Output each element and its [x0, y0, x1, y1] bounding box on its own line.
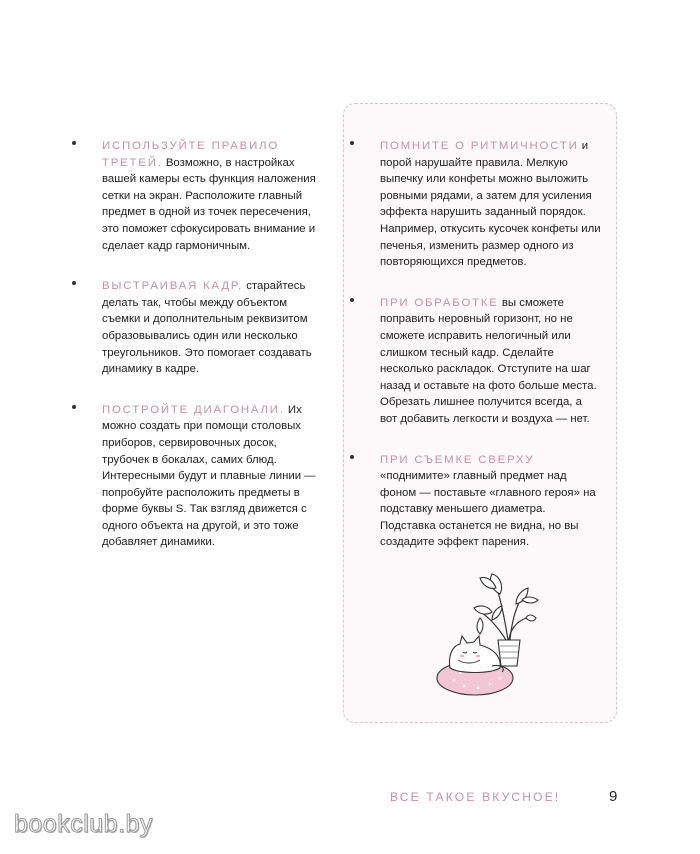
tip-heading: ПОСТРОЙТЕ ДИАГОНАЛИ.: [102, 403, 285, 416]
bullet-icon: [72, 405, 76, 409]
tip-text: и порой нарушайте правила. Мелкую выпечку или конфеты можно выложить ровными рядами, а затем для усиления эффекта нарушить заданный порядок. Например, откусить кусочек конфеты или печенья, изменить размер одного из повторяющихся предметов.: [380, 140, 601, 269]
tip-item: [72, 402, 324, 551]
bullet-icon: [72, 141, 76, 145]
bullet-icon: [350, 141, 354, 145]
tip-item: [350, 138, 602, 271]
tip-text: Их можно создать при помощи столовых приборов, сервировочных досок, трубочек в бокалах, самих блюд. Интересными будут и плавные линии — попробуйте расположить предметы в форме буквы S. Так взгляд движется с одного объекта на другой, и это тоже добавляет динамики.: [102, 403, 316, 549]
tip-text: старайтесь делать так, чтобы между объектом съемки и дополнительным реквизитом образовывались один или несколько треугольников. Это помогает создавать динамику в кадре.: [102, 280, 312, 376]
running-footer: ВСЕ ТАКОЕ ВКУСНОЕ!: [390, 790, 561, 804]
cat-plant-illustration: [430, 560, 540, 700]
left-column: [72, 138, 324, 575]
tip-item: [72, 278, 324, 378]
tip-item: [72, 138, 324, 254]
tip-text: Возможно, в настройках вашей камеры есть функция наложения сетки на экран. Расположите главный предмет в одной из точек пересечения, это поможет сфокусировать внимание и сделает кадр гармоничным.: [102, 156, 316, 252]
tip-item: [350, 452, 602, 552]
bullet-icon: [350, 455, 354, 459]
tip-heading: ПРИ СЪЕМКЕ СВЕРХУ: [380, 453, 535, 466]
tip-text: «поднимите» главный предмет над фоном — поставьте «главного героя» на подставку меньшего диаметра. Подставка останется не видна, но вы создадите эффект парения.: [380, 470, 596, 549]
page-number: 9: [609, 788, 618, 805]
bullet-icon: [72, 281, 76, 285]
right-column: [350, 138, 602, 575]
tip-item: [350, 295, 602, 428]
tip-heading: ПОМНИТЕ О РИТМИЧНОСТИ: [380, 140, 579, 152]
watermark: bookclub.by: [14, 810, 153, 838]
tip-heading: ИСПОЛЬЗУЙТЕ ПРАВИЛО ТРЕТЕЙ.: [102, 140, 279, 169]
tip-text: вы сможете поправить неровный горизонт, но не сможете исправить нелогичный или слишком тесный кадр. Сделайте несколько раскладок. Отступите на шаг назад и оставьте на фото больше места. Обрезать лишнее получится всегда, а вот добавить легкости и воздуха — нет.: [380, 296, 597, 425]
tip-heading: ВЫСТРАИВАЯ КАДР,: [102, 280, 244, 293]
bullet-icon: [350, 298, 354, 302]
tip-heading: ПРИ ОБРАБОТКЕ: [380, 296, 499, 309]
